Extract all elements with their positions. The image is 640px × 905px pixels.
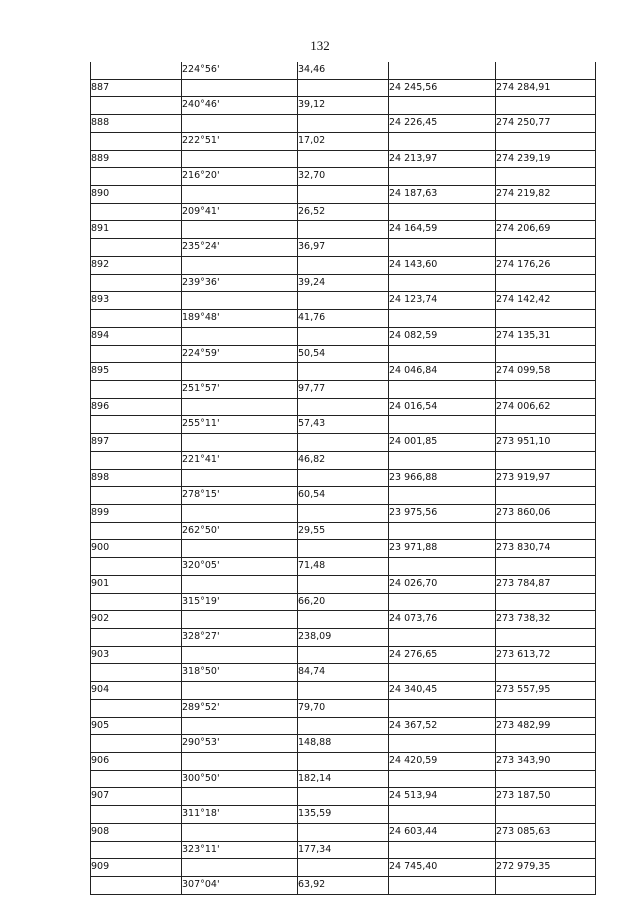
direction-angle-cell bbox=[182, 753, 298, 771]
y-coordinate-cell: 273 951,10 bbox=[496, 434, 596, 452]
direction-angle-cell bbox=[182, 823, 298, 841]
table-row bbox=[91, 735, 596, 753]
point-number-cell bbox=[91, 841, 182, 859]
x-coordinate-cell: 24 513,94 bbox=[389, 788, 496, 806]
x-coordinate-cell: 24 745,40 bbox=[389, 859, 496, 877]
y-coordinate-cell bbox=[496, 97, 596, 115]
x-coordinate-cell bbox=[389, 699, 496, 717]
segment-length-cell: 79,70 bbox=[298, 699, 389, 717]
segment-length-cell bbox=[298, 682, 389, 700]
y-coordinate-cell bbox=[496, 310, 596, 328]
x-coordinate-cell: 24 164,59 bbox=[389, 221, 496, 239]
direction-angle-cell bbox=[182, 434, 298, 452]
x-coordinate-cell bbox=[389, 380, 496, 398]
y-coordinate-cell bbox=[496, 132, 596, 150]
direction-angle-cell bbox=[182, 150, 298, 168]
y-coordinate-cell bbox=[496, 735, 596, 753]
table-row bbox=[91, 416, 596, 434]
direction-angle-cell: 300°50' bbox=[182, 770, 298, 788]
point-number-cell: 903 bbox=[91, 646, 182, 664]
point-number-cell bbox=[91, 203, 182, 221]
table-row bbox=[91, 504, 596, 522]
y-coordinate-cell bbox=[496, 203, 596, 221]
table-row bbox=[91, 451, 596, 469]
segment-length-cell: 238,09 bbox=[298, 629, 389, 647]
segment-length-cell: 39,12 bbox=[298, 97, 389, 115]
point-number-cell: 906 bbox=[91, 753, 182, 771]
y-coordinate-cell: 273 557,95 bbox=[496, 682, 596, 700]
table-row bbox=[91, 310, 596, 328]
x-coordinate-cell bbox=[389, 806, 496, 824]
point-number-cell: 893 bbox=[91, 292, 182, 310]
y-coordinate-cell bbox=[496, 770, 596, 788]
segment-length-cell: 36,97 bbox=[298, 239, 389, 257]
x-coordinate-cell: 24 123,74 bbox=[389, 292, 496, 310]
point-number-cell: 901 bbox=[91, 575, 182, 593]
table-row bbox=[91, 823, 596, 841]
table-row bbox=[91, 115, 596, 133]
table-row bbox=[91, 611, 596, 629]
table-row bbox=[91, 434, 596, 452]
point-number-cell bbox=[91, 664, 182, 682]
point-number-cell: 894 bbox=[91, 327, 182, 345]
x-coordinate-cell bbox=[389, 132, 496, 150]
point-number-cell bbox=[91, 558, 182, 576]
direction-angle-cell: 221°41' bbox=[182, 451, 298, 469]
x-coordinate-cell: 24 082,59 bbox=[389, 327, 496, 345]
y-coordinate-cell: 274 219,82 bbox=[496, 186, 596, 204]
y-coordinate-cell: 273 738,32 bbox=[496, 611, 596, 629]
direction-angle-cell: 289°52' bbox=[182, 699, 298, 717]
table-row bbox=[91, 877, 596, 895]
segment-length-cell: 66,20 bbox=[298, 593, 389, 611]
direction-angle-cell bbox=[182, 327, 298, 345]
direction-angle-cell bbox=[182, 611, 298, 629]
x-coordinate-cell bbox=[389, 203, 496, 221]
x-coordinate-cell: 24 143,60 bbox=[389, 256, 496, 274]
point-number-cell: 902 bbox=[91, 611, 182, 629]
y-coordinate-cell bbox=[496, 168, 596, 186]
segment-length-cell bbox=[298, 859, 389, 877]
x-coordinate-cell: 24 276,65 bbox=[389, 646, 496, 664]
y-coordinate-cell bbox=[496, 877, 596, 895]
point-number-cell bbox=[91, 629, 182, 647]
direction-angle-cell bbox=[182, 682, 298, 700]
segment-length-cell bbox=[298, 398, 389, 416]
x-coordinate-cell: 24 001,85 bbox=[389, 434, 496, 452]
segment-length-cell: 177,34 bbox=[298, 841, 389, 859]
x-coordinate-cell: 24 213,97 bbox=[389, 150, 496, 168]
direction-angle-cell bbox=[182, 115, 298, 133]
point-number-cell: 888 bbox=[91, 115, 182, 133]
x-coordinate-cell: 24 603,44 bbox=[389, 823, 496, 841]
segment-length-cell bbox=[298, 753, 389, 771]
y-coordinate-cell bbox=[496, 806, 596, 824]
table-row bbox=[91, 540, 596, 558]
direction-angle-cell bbox=[182, 256, 298, 274]
direction-angle-cell: 307°04' bbox=[182, 877, 298, 895]
point-number-cell: 898 bbox=[91, 469, 182, 487]
direction-angle-cell: 251°57' bbox=[182, 380, 298, 398]
direction-angle-cell: 224°59' bbox=[182, 345, 298, 363]
segment-length-cell bbox=[298, 540, 389, 558]
y-coordinate-cell bbox=[496, 239, 596, 257]
direction-angle-cell bbox=[182, 292, 298, 310]
segment-length-cell bbox=[298, 823, 389, 841]
segment-length-cell: 34,46 bbox=[298, 62, 389, 79]
segment-length-cell bbox=[298, 504, 389, 522]
y-coordinate-cell: 274 006,62 bbox=[496, 398, 596, 416]
y-coordinate-cell: 273 613,72 bbox=[496, 646, 596, 664]
segment-length-cell bbox=[298, 115, 389, 133]
table-row bbox=[91, 487, 596, 505]
x-coordinate-cell bbox=[389, 239, 496, 257]
point-number-cell: 892 bbox=[91, 256, 182, 274]
point-number-cell: 889 bbox=[91, 150, 182, 168]
x-coordinate-cell bbox=[389, 345, 496, 363]
point-number-cell: 891 bbox=[91, 221, 182, 239]
x-coordinate-cell: 24 073,76 bbox=[389, 611, 496, 629]
x-coordinate-cell: 24 046,84 bbox=[389, 363, 496, 381]
x-coordinate-cell bbox=[389, 522, 496, 540]
segment-length-cell bbox=[298, 788, 389, 806]
direction-angle-cell bbox=[182, 469, 298, 487]
point-number-cell bbox=[91, 522, 182, 540]
segment-length-cell bbox=[298, 221, 389, 239]
point-number-cell bbox=[91, 877, 182, 895]
x-coordinate-cell bbox=[389, 62, 496, 79]
segment-length-cell: 17,02 bbox=[298, 132, 389, 150]
direction-angle-cell: 189°48' bbox=[182, 310, 298, 328]
direction-angle-cell: 323°11' bbox=[182, 841, 298, 859]
segment-length-cell: 39,24 bbox=[298, 274, 389, 292]
table-row bbox=[91, 629, 596, 647]
table-row bbox=[91, 593, 596, 611]
y-coordinate-cell: 274 284,91 bbox=[496, 79, 596, 97]
table-row bbox=[91, 132, 596, 150]
y-coordinate-cell bbox=[496, 345, 596, 363]
x-coordinate-cell: 24 245,56 bbox=[389, 79, 496, 97]
y-coordinate-cell: 273 085,63 bbox=[496, 823, 596, 841]
table-row bbox=[91, 841, 596, 859]
direction-angle-cell bbox=[182, 79, 298, 97]
y-coordinate-cell bbox=[496, 629, 596, 647]
x-coordinate-cell: 23 966,88 bbox=[389, 469, 496, 487]
segment-length-cell: 60,54 bbox=[298, 487, 389, 505]
direction-angle-cell: 262°50' bbox=[182, 522, 298, 540]
x-coordinate-cell: 24 016,54 bbox=[389, 398, 496, 416]
y-coordinate-cell: 273 919,97 bbox=[496, 469, 596, 487]
segment-length-cell: 84,74 bbox=[298, 664, 389, 682]
direction-angle-cell: 240°46' bbox=[182, 97, 298, 115]
y-coordinate-cell bbox=[496, 664, 596, 682]
table-row bbox=[91, 806, 596, 824]
x-coordinate-cell bbox=[389, 416, 496, 434]
direction-angle-cell bbox=[182, 363, 298, 381]
y-coordinate-cell: 274 250,77 bbox=[496, 115, 596, 133]
segment-length-cell bbox=[298, 611, 389, 629]
x-coordinate-cell bbox=[389, 770, 496, 788]
point-number-cell: 896 bbox=[91, 398, 182, 416]
table-row bbox=[91, 699, 596, 717]
table-row bbox=[91, 345, 596, 363]
direction-angle-cell: 278°15' bbox=[182, 487, 298, 505]
x-coordinate-cell: 24 367,52 bbox=[389, 717, 496, 735]
segment-length-cell bbox=[298, 469, 389, 487]
direction-angle-cell: 209°41' bbox=[182, 203, 298, 221]
table-row bbox=[91, 380, 596, 398]
x-coordinate-cell: 23 975,56 bbox=[389, 504, 496, 522]
point-number-cell bbox=[91, 97, 182, 115]
coordinates-table-body bbox=[91, 62, 596, 894]
direction-angle-cell bbox=[182, 646, 298, 664]
point-number-cell: 905 bbox=[91, 717, 182, 735]
point-number-cell bbox=[91, 416, 182, 434]
table-row bbox=[91, 398, 596, 416]
point-number-cell: 907 bbox=[91, 788, 182, 806]
point-number-cell bbox=[91, 239, 182, 257]
segment-length-cell bbox=[298, 150, 389, 168]
table-row bbox=[91, 239, 596, 257]
point-number-cell: 890 bbox=[91, 186, 182, 204]
table-row bbox=[91, 753, 596, 771]
point-number-cell: 895 bbox=[91, 363, 182, 381]
segment-length-cell: 50,54 bbox=[298, 345, 389, 363]
table-row bbox=[91, 62, 596, 79]
point-number-cell: 904 bbox=[91, 682, 182, 700]
point-number-cell bbox=[91, 132, 182, 150]
segment-length-cell: 135,59 bbox=[298, 806, 389, 824]
x-coordinate-cell bbox=[389, 451, 496, 469]
point-number-cell: 909 bbox=[91, 859, 182, 877]
table-row bbox=[91, 79, 596, 97]
y-coordinate-cell: 273 784,87 bbox=[496, 575, 596, 593]
y-coordinate-cell bbox=[496, 558, 596, 576]
x-coordinate-cell bbox=[389, 97, 496, 115]
table-row bbox=[91, 97, 596, 115]
x-coordinate-cell bbox=[389, 629, 496, 647]
direction-angle-cell: 216°20' bbox=[182, 168, 298, 186]
y-coordinate-cell bbox=[496, 451, 596, 469]
table-row bbox=[91, 770, 596, 788]
point-number-cell: 887 bbox=[91, 79, 182, 97]
direction-angle-cell bbox=[182, 186, 298, 204]
x-coordinate-cell bbox=[389, 664, 496, 682]
point-number-cell: 897 bbox=[91, 434, 182, 452]
direction-angle-cell bbox=[182, 575, 298, 593]
segment-length-cell: 148,88 bbox=[298, 735, 389, 753]
segment-length-cell: 57,43 bbox=[298, 416, 389, 434]
y-coordinate-cell bbox=[496, 593, 596, 611]
table-row bbox=[91, 292, 596, 310]
direction-angle-cell bbox=[182, 717, 298, 735]
table-row bbox=[91, 256, 596, 274]
segment-length-cell bbox=[298, 327, 389, 345]
x-coordinate-cell bbox=[389, 487, 496, 505]
x-coordinate-cell bbox=[389, 168, 496, 186]
y-coordinate-cell: 274 176,26 bbox=[496, 256, 596, 274]
y-coordinate-cell: 273 343,90 bbox=[496, 753, 596, 771]
segment-length-cell bbox=[298, 575, 389, 593]
y-coordinate-cell bbox=[496, 487, 596, 505]
y-coordinate-cell: 274 135,31 bbox=[496, 327, 596, 345]
direction-angle-cell bbox=[182, 859, 298, 877]
point-number-cell bbox=[91, 593, 182, 611]
y-coordinate-cell: 274 206,69 bbox=[496, 221, 596, 239]
segment-length-cell bbox=[298, 79, 389, 97]
table-row bbox=[91, 274, 596, 292]
segment-length-cell bbox=[298, 363, 389, 381]
y-coordinate-cell bbox=[496, 380, 596, 398]
direction-angle-cell: 320°05' bbox=[182, 558, 298, 576]
y-coordinate-cell bbox=[496, 416, 596, 434]
segment-length-cell: 182,14 bbox=[298, 770, 389, 788]
table-row bbox=[91, 168, 596, 186]
direction-angle-cell: 318°50' bbox=[182, 664, 298, 682]
table-row bbox=[91, 788, 596, 806]
table-row bbox=[91, 186, 596, 204]
direction-angle-cell: 311°18' bbox=[182, 806, 298, 824]
table-row bbox=[91, 469, 596, 487]
point-number-cell bbox=[91, 699, 182, 717]
y-coordinate-cell: 273 830,74 bbox=[496, 540, 596, 558]
point-number-cell bbox=[91, 770, 182, 788]
point-number-cell bbox=[91, 487, 182, 505]
direction-angle-cell: 255°11' bbox=[182, 416, 298, 434]
direction-angle-cell: 290°53' bbox=[182, 735, 298, 753]
x-coordinate-cell bbox=[389, 735, 496, 753]
direction-angle-cell bbox=[182, 788, 298, 806]
table-row bbox=[91, 203, 596, 221]
x-coordinate-cell bbox=[389, 841, 496, 859]
table-row bbox=[91, 664, 596, 682]
table-row bbox=[91, 150, 596, 168]
point-number-cell bbox=[91, 274, 182, 292]
point-number-cell bbox=[91, 806, 182, 824]
y-coordinate-cell bbox=[496, 699, 596, 717]
point-number-cell bbox=[91, 168, 182, 186]
y-coordinate-cell: 273 860,06 bbox=[496, 504, 596, 522]
direction-angle-cell bbox=[182, 504, 298, 522]
y-coordinate-cell bbox=[496, 841, 596, 859]
point-number-cell bbox=[91, 451, 182, 469]
x-coordinate-cell bbox=[389, 310, 496, 328]
x-coordinate-cell bbox=[389, 877, 496, 895]
point-number-cell bbox=[91, 735, 182, 753]
y-coordinate-cell: 274 142,42 bbox=[496, 292, 596, 310]
x-coordinate-cell: 24 420,59 bbox=[389, 753, 496, 771]
segment-length-cell bbox=[298, 717, 389, 735]
y-coordinate-cell: 273 187,50 bbox=[496, 788, 596, 806]
direction-angle-cell bbox=[182, 540, 298, 558]
y-coordinate-cell: 273 482,99 bbox=[496, 717, 596, 735]
direction-angle-cell bbox=[182, 221, 298, 239]
direction-angle-cell bbox=[182, 398, 298, 416]
segment-length-cell bbox=[298, 292, 389, 310]
point-number-cell bbox=[91, 380, 182, 398]
x-coordinate-cell: 24 187,63 bbox=[389, 186, 496, 204]
segment-length-cell: 71,48 bbox=[298, 558, 389, 576]
segment-length-cell: 63,92 bbox=[298, 877, 389, 895]
y-coordinate-cell bbox=[496, 274, 596, 292]
point-number-cell bbox=[91, 310, 182, 328]
y-coordinate-cell: 274 099,58 bbox=[496, 363, 596, 381]
x-coordinate-cell bbox=[389, 593, 496, 611]
table-row bbox=[91, 327, 596, 345]
x-coordinate-cell: 24 226,45 bbox=[389, 115, 496, 133]
segment-length-cell: 29,55 bbox=[298, 522, 389, 540]
point-number-cell bbox=[91, 345, 182, 363]
segment-length-cell bbox=[298, 256, 389, 274]
table-row bbox=[91, 859, 596, 877]
direction-angle-cell: 222°51' bbox=[182, 132, 298, 150]
point-number-cell: 900 bbox=[91, 540, 182, 558]
x-coordinate-cell bbox=[389, 558, 496, 576]
table-row bbox=[91, 363, 596, 381]
table-row bbox=[91, 646, 596, 664]
x-coordinate-cell: 23 971,88 bbox=[389, 540, 496, 558]
segment-length-cell: 46,82 bbox=[298, 451, 389, 469]
y-coordinate-cell bbox=[496, 62, 596, 79]
segment-length-cell: 26,52 bbox=[298, 203, 389, 221]
segment-length-cell: 97,77 bbox=[298, 380, 389, 398]
y-coordinate-cell bbox=[496, 522, 596, 540]
segment-length-cell bbox=[298, 434, 389, 452]
x-coordinate-cell: 24 340,45 bbox=[389, 682, 496, 700]
table-row bbox=[91, 575, 596, 593]
table-row bbox=[91, 717, 596, 735]
table-row bbox=[91, 558, 596, 576]
segment-length-cell: 32,70 bbox=[298, 168, 389, 186]
point-number-cell: 899 bbox=[91, 504, 182, 522]
table-row bbox=[91, 522, 596, 540]
segment-length-cell bbox=[298, 186, 389, 204]
direction-angle-cell: 328°27' bbox=[182, 629, 298, 647]
page-number: 132 bbox=[310, 38, 330, 53]
segment-length-cell bbox=[298, 646, 389, 664]
segment-length-cell: 41,76 bbox=[298, 310, 389, 328]
table-row bbox=[91, 682, 596, 700]
coordinates-table bbox=[90, 62, 596, 895]
x-coordinate-cell bbox=[389, 274, 496, 292]
point-number-cell bbox=[91, 62, 182, 79]
direction-angle-cell: 224°56' bbox=[182, 62, 298, 79]
x-coordinate-cell: 24 026,70 bbox=[389, 575, 496, 593]
table-row bbox=[91, 221, 596, 239]
direction-angle-cell: 315°19' bbox=[182, 593, 298, 611]
direction-angle-cell: 235°24' bbox=[182, 239, 298, 257]
point-number-cell: 908 bbox=[91, 823, 182, 841]
direction-angle-cell: 239°36' bbox=[182, 274, 298, 292]
y-coordinate-cell: 274 239,19 bbox=[496, 150, 596, 168]
y-coordinate-cell: 272 979,35 bbox=[496, 859, 596, 877]
